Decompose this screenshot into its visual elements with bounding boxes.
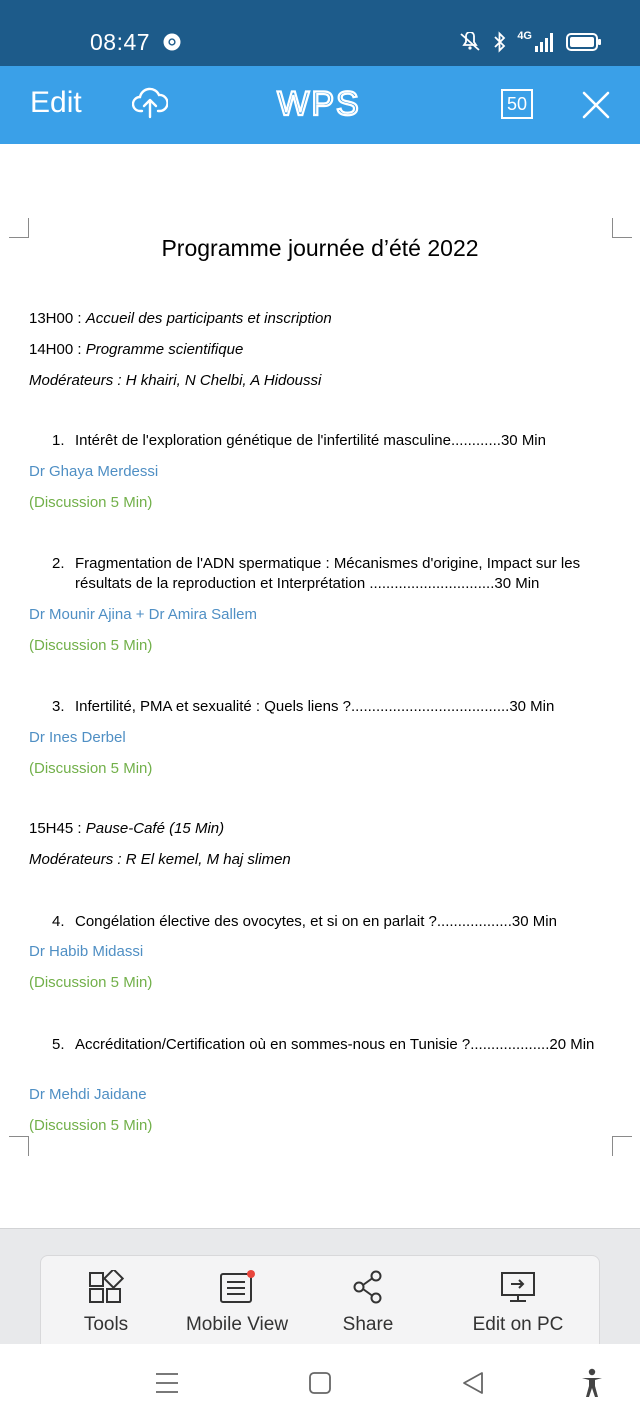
discussion-note: (Discussion 5 Min)	[29, 637, 153, 654]
schedule-line: 13H00 : Accueil des participants et inscription	[29, 310, 332, 327]
speaker-name: Dr Mehdi Jaidane	[29, 1086, 147, 1103]
moderators-line: Modérateurs : H khairi, N Chelbi, A Hidoussi	[29, 372, 322, 389]
status-time: 08:47	[90, 29, 151, 55]
cloud-upload-icon[interactable]	[132, 86, 168, 120]
discussion-note: (Discussion 5 Min)	[29, 974, 153, 991]
monitor-icon	[499, 1270, 537, 1304]
bluetooth-icon	[493, 31, 507, 53]
mobile-view-button[interactable]: Mobile View	[171, 1256, 303, 1351]
mute-icon	[457, 32, 483, 52]
network-type: 4G	[517, 30, 532, 42]
chrome-icon	[163, 33, 181, 51]
close-icon[interactable]	[582, 91, 610, 119]
wps-logo	[266, 88, 372, 120]
app-header	[0, 66, 640, 144]
share-button[interactable]: Share	[323, 1256, 413, 1351]
status-bar	[0, 0, 640, 66]
battery-icon	[566, 32, 602, 52]
speaker-name: Dr Habib Midassi	[29, 943, 144, 960]
speaker-name: Dr Ghaya Merdessi	[29, 463, 159, 480]
speaker-name: Dr Ines Derbel	[29, 729, 126, 746]
discussion-note: (Discussion 5 Min)	[29, 494, 153, 511]
tools-icon	[88, 1270, 124, 1304]
document-page[interactable]: Programme journée d’été 2022 13H00 : Accueil des participants et inscription 14H00 : Programme scientifique Modérateurs : H khairi, N Chelbi, A Hidoussi 1. Intérêt de l'exploration génétique de l'infertilité masculine............30 Min Dr Ghaya Merdessi (Discussion 5 Min) 2. Fragmentation de l'ADN spermatique : Mécanismes d'origine, Impact sur les résultats de la reproduction et Interprétation ..............................30 Min Dr Mounir Ajina + Dr Amira Sallem (Discussion 5 Min) 3. Infertilité, PMA et sexualité : Quels liens ?......................................30 Min Dr Ines Derbel (Discussion 5 Min) 15H45 : Pause-Café (15 Min) Modérateurs : R El kemel, M haj slimen 4. Congélation élective des ovocytes, et si on en parlait ?..................30 Min Dr Habib Midassi (Discussion 5 Min) 5. Accréditation/Certification où en sommes-nous en Tunisie ?...................20 Min Dr Mehdi Jaidane (Discussion 5 Min)	[0, 144, 640, 1228]
bottom-toolbar	[40, 1255, 600, 1350]
discussion-note: (Discussion 5 Min)	[29, 760, 153, 777]
crop-mark	[9, 1136, 29, 1156]
bottom-toolbar-area	[0, 1228, 640, 1344]
back-icon[interactable]	[462, 1371, 484, 1395]
edit-button[interactable]: Edit	[30, 86, 82, 119]
edit-on-pc-button[interactable]: Edit on PC	[453, 1256, 583, 1351]
discussion-note: (Discussion 5 Min)	[29, 1117, 153, 1134]
signal-icon	[534, 32, 556, 52]
status-icons	[457, 30, 602, 54]
system-nav-bar	[0, 1344, 640, 1422]
crop-mark	[612, 1136, 632, 1156]
share-icon	[351, 1270, 385, 1304]
document-title: Programme journée d’été 2022	[161, 235, 479, 261]
schedule-line: 14H00 : Programme scientifique	[29, 341, 244, 358]
page-count-button[interactable]: 50	[501, 89, 533, 119]
home-icon[interactable]	[309, 1372, 331, 1394]
svg-text:WPS: WPS	[277, 88, 361, 120]
break-line: 15H45 : Pause-Café (15 Min)	[29, 820, 225, 837]
tools-button[interactable]: Tools	[61, 1256, 151, 1351]
menu-icon[interactable]	[155, 1371, 179, 1395]
moderators-line: Modérateurs : R El kemel, M haj slimen	[29, 851, 291, 868]
speaker-name: Dr Mounir Ajina + Dr Amira Sallem	[29, 606, 257, 623]
accessibility-icon[interactable]	[580, 1368, 604, 1398]
mobile-view-icon	[217, 1270, 257, 1304]
